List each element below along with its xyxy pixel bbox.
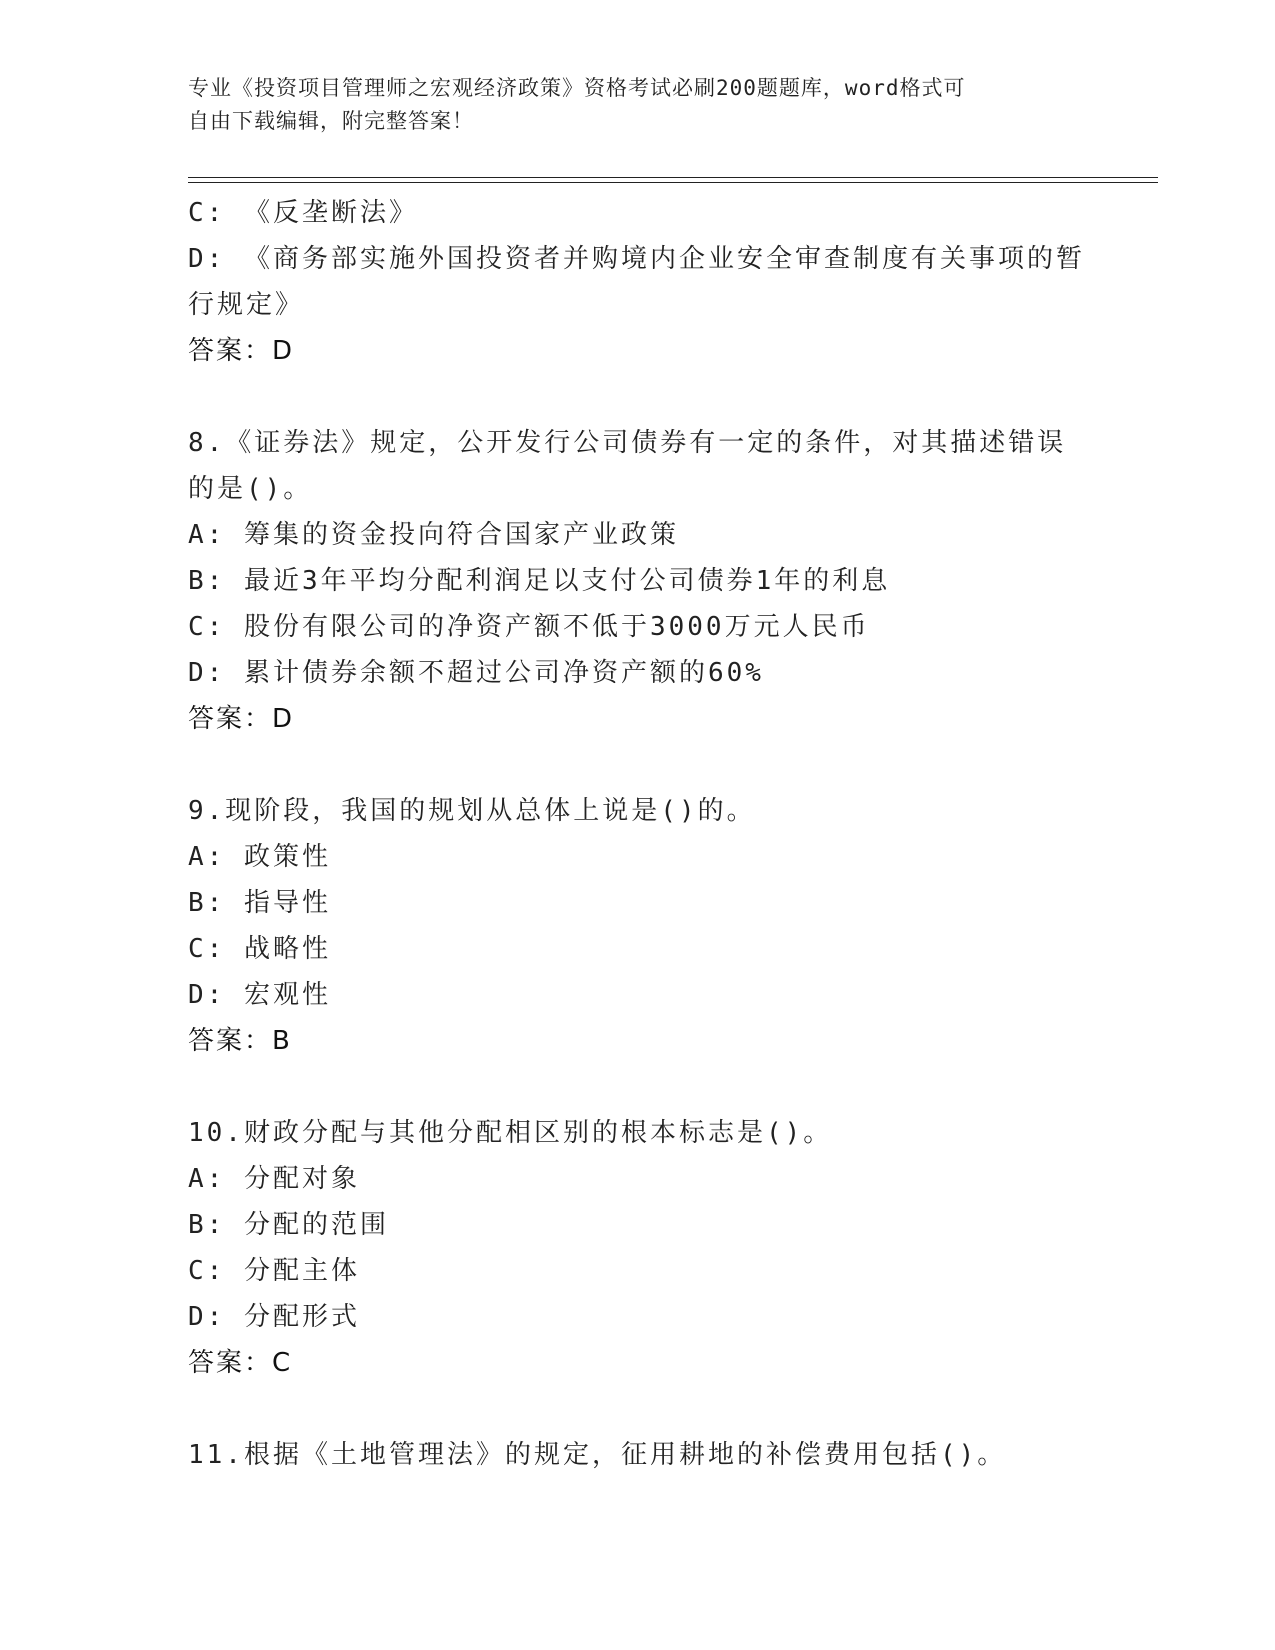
answer: 答案：C	[188, 1348, 293, 1378]
answer: 答案：D	[188, 704, 295, 734]
header-title-line-1: 专业《投资项目管理师之宏观经济政策》资格考试必刷200题题库，word格式可	[188, 76, 966, 100]
header-rule-bottom	[188, 182, 1158, 183]
question-text-line-1: 8.《证券法》规定，公开发行公司债券有一定的条件，对其描述错误	[188, 428, 1067, 458]
option-d: D: 累计债券余额不超过公司净资产额的60%	[188, 658, 764, 688]
question-block-10	[188, 1110, 1088, 1386]
option-b: B: 最近3年平均分配利润足以支付公司债券1年的利息	[188, 566, 891, 596]
question-text: 10.财政分配与其他分配相区别的根本标志是()。	[188, 1118, 833, 1148]
header-rule-top	[188, 177, 1158, 178]
option-d-line-2: 行规定》	[188, 290, 305, 320]
option-d: D: 宏观性	[188, 980, 331, 1010]
answer: 答案：B	[188, 1026, 292, 1056]
option-c: C: 《反垄断法》	[188, 198, 418, 228]
question-block-9	[188, 788, 1088, 1064]
question-block-11	[188, 1432, 1088, 1478]
option-b: B: 指导性	[188, 888, 331, 918]
option-c: C: 分配主体	[188, 1256, 360, 1286]
question-block-prev	[188, 190, 1088, 374]
option-a: A: 政策性	[188, 842, 331, 872]
option-c: C: 股份有限公司的净资产额不低于3000万元人民币	[188, 612, 870, 642]
question-text: 9.现阶段，我国的规划从总体上说是()的。	[188, 796, 756, 826]
header-title-line-2: 自由下载编辑，附完整答案！	[188, 109, 474, 133]
option-d: D: 分配形式	[188, 1302, 360, 1332]
option-c: C: 战略性	[188, 934, 331, 964]
question-list	[188, 190, 1088, 1478]
option-d-line-1: D: 《商务部实施外国投资者并购境内企业安全审查制度有关事项的暂	[188, 244, 1085, 274]
answer: 答案：D	[188, 336, 295, 366]
question-text: 11.根据《土地管理法》的规定，征用耕地的补偿费用包括()。	[188, 1440, 1007, 1470]
question-block-8	[188, 420, 1088, 742]
document-header	[188, 72, 1068, 138]
question-text-line-2: 的是()。	[188, 474, 313, 504]
option-b: B: 分配的范围	[188, 1210, 389, 1240]
option-a: A: 分配对象	[188, 1164, 360, 1194]
option-a: A: 筹集的资金投向符合国家产业政策	[188, 520, 679, 550]
